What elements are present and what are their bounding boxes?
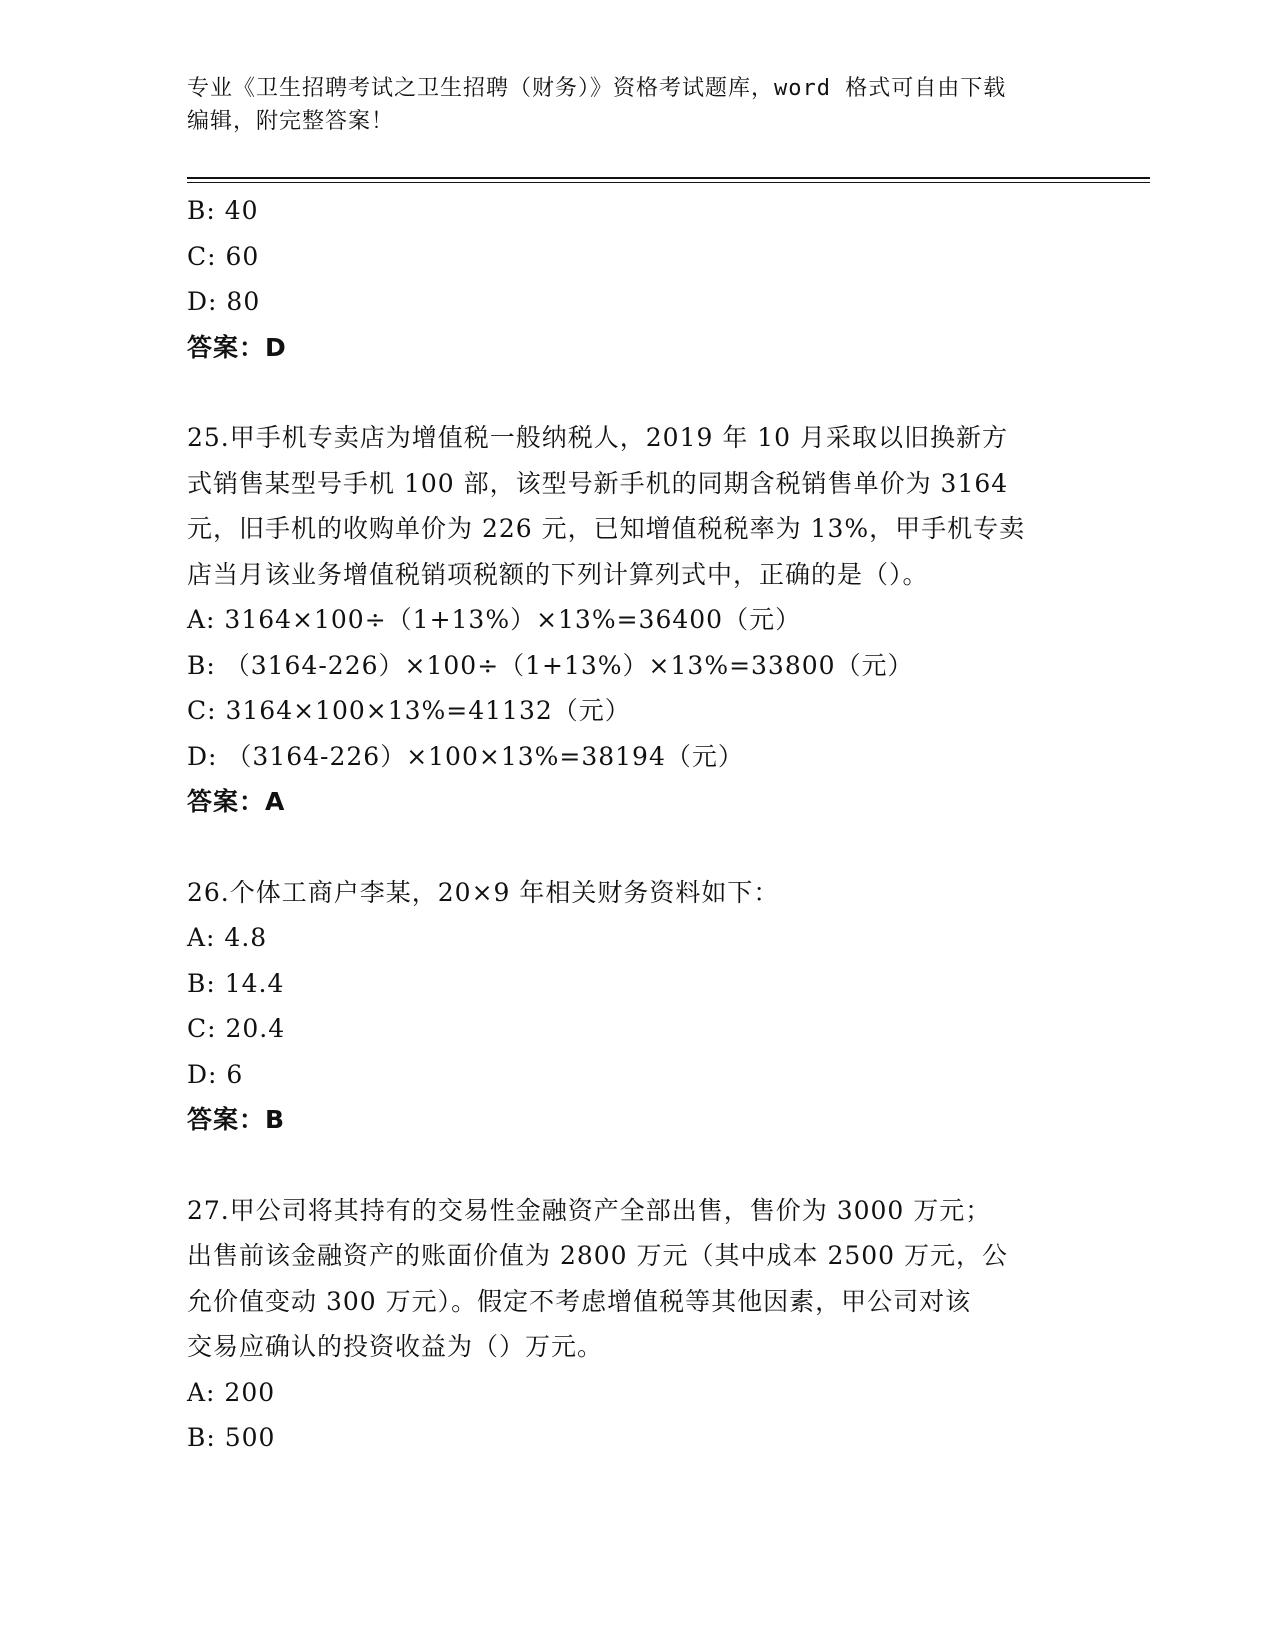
option-c: C: 3164×100×13%=41132（元）: [187, 696, 631, 725]
answer-label: 答案：D: [187, 332, 287, 362]
option-c: C: 20.4: [187, 1014, 286, 1043]
option-a: A: 4.8: [187, 923, 268, 952]
question-text-line: 交易应确认的投资收益为（）万元。: [187, 1332, 604, 1361]
question-text-line: 25.甲手机专卖店为增值税一般纳税人，2019 年 10 月采取以旧换新方: [187, 423, 1009, 452]
question-27: [187, 1188, 1087, 1461]
question-text-line: 出售前该金融资产的账面价值为 2800 万元（其中成本 2500 万元，公: [187, 1241, 1009, 1270]
option-c: C: 60: [187, 241, 260, 271]
header-divider-thick: [187, 177, 1150, 179]
prev-question: [187, 188, 1087, 370]
question-text-line: 式销售某型号手机 100 部，该型号新手机的同期含税销售单价为 3164: [187, 468, 1009, 498]
question-content: [187, 188, 1087, 1461]
answer-label: 答案：A: [187, 787, 286, 816]
question-text-line: 允价值变动 300 万元）。假定不考虑增值税等其他因素，甲公司对该: [187, 1286, 972, 1316]
option-b: B: 40: [187, 196, 259, 225]
document-header: [187, 72, 1087, 138]
question-text-line: 元，旧手机的收购单价为 226 元，已知增值税税率为 13%，甲手机专卖: [187, 514, 1026, 543]
option-d: D: 6: [187, 1059, 244, 1089]
question-text-line: 27.甲公司将其持有的交易性金融资产全部出售，售价为 3000 万元；: [187, 1195, 992, 1225]
question-25: [187, 415, 1087, 825]
option-b: B: （3164-226）×100÷（1+13%）×13%=33800（元）: [187, 650, 914, 680]
question-text-line: 26.个体工商户李某，20×9 年相关财务资料如下：: [187, 877, 780, 907]
question-26: [187, 870, 1087, 1143]
header-divider-thin: [187, 182, 1150, 183]
answer-label: 答案：B: [187, 1105, 286, 1134]
option-a: A: 3164×100÷（1+13%）×13%=36400（元）: [187, 605, 802, 634]
header-line-1: 专业《卫生招聘考试之卫生招聘（财务）》资格考试题库，word 格式可自由下载: [187, 76, 1007, 101]
option-d: D: 80: [187, 287, 261, 316]
option-b: B: 14.4: [187, 968, 285, 998]
option-d: D: （3164-226）×100×13%=38194（元）: [187, 741, 744, 771]
header-line-2: 编辑，附完整答案！: [187, 109, 395, 134]
question-text-line: 店当月该业务增值税销项税额的下列计算列式中，正确的是（）。: [187, 559, 929, 589]
option-a: A: 200: [187, 1377, 276, 1407]
option-b: B: 500: [187, 1423, 276, 1452]
